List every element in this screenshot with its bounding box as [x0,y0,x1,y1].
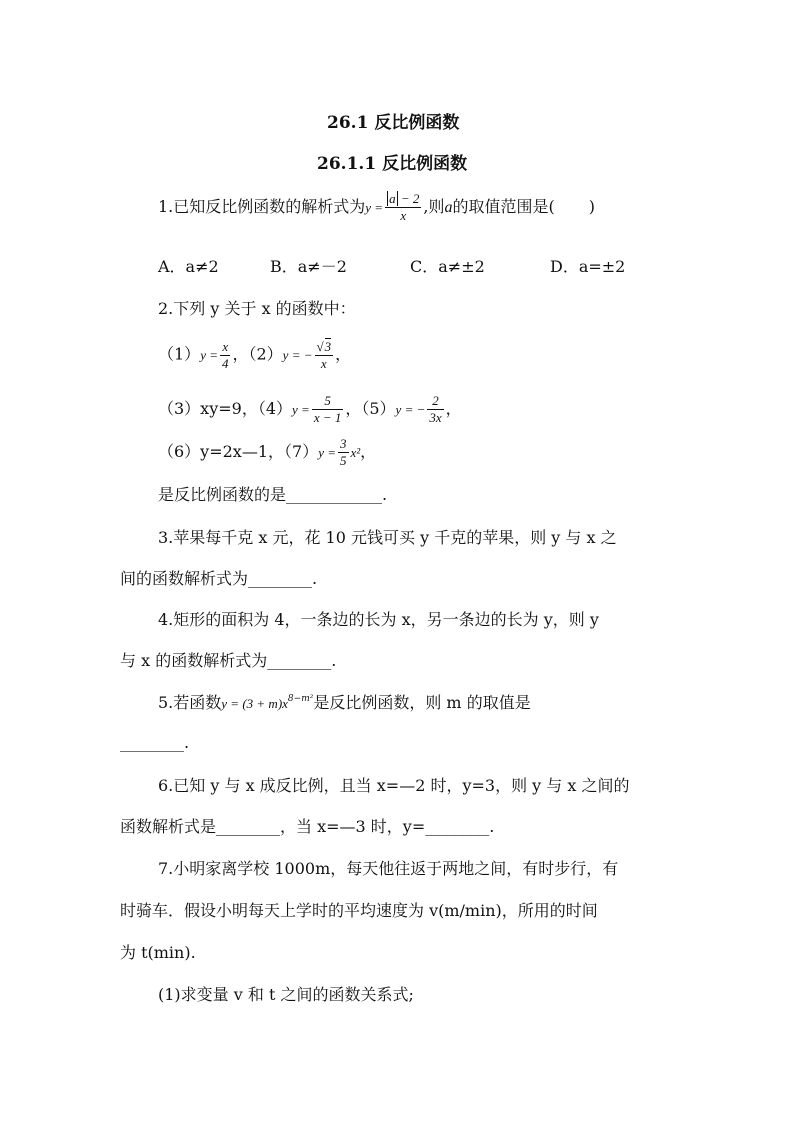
q5-prefix: 5.若函数 [158,693,222,712]
q2-item-4-den: x − 1 [313,410,342,425]
q2-row-2 [158,393,462,426]
q2-answer-line: 是反比例函数的是____________. [158,485,388,504]
q2-item-5-num: 2 [427,393,443,410]
q2-sep-3: ，（5） [345,399,396,418]
q2-item-1-num: x [220,339,231,356]
q2-item-4-fraction [312,393,344,426]
q2-sep-1: ，（2） [232,344,283,364]
q2-item-2-den: x [320,356,327,371]
q2-sep-5: ， [360,442,377,461]
q2-item-2-lhs: y = − [282,347,313,363]
q2-item-1-label: （1） [158,344,201,364]
q1-num-rest: − 2 [400,191,420,206]
q1-prefix: 1.已知反比例函数的解析式为 [158,197,366,216]
q2-item-1-den: 4 [221,355,229,371]
q2-item-5-den: 3x [429,410,442,425]
q1-option-d: D．a=±2 [550,257,626,276]
q1-option-a: A．a≠2 [158,257,219,276]
q2-item-7-rest: x² [350,445,361,460]
q2-sep-4: ， [445,399,462,418]
question-2-intro: 2.下列 y 关于 x 的函数中： [158,299,356,318]
q1-option-c: C．a≠±2 [410,257,485,276]
q4-line-2: 与 x 的函数解析式为________. [120,651,337,670]
q2-item-2-fraction: $\frac{√3}{x}$ [316,339,332,371]
q2-item-4-lhs: y = [292,402,310,417]
q2-item-5-fraction [427,393,443,426]
section-title: 26.1.1 反比例函数 [317,154,468,174]
q2-item-7-num: 3 [340,436,347,451]
q7-line-3: 为 t(min). [120,943,196,962]
q1-mid: ,则 [423,197,445,216]
q2-item-5-lhs: y = − [395,402,426,417]
question-1 [158,191,595,224]
q1-option-b: B．a≠－2 [270,257,347,276]
q1-var: a [444,199,453,216]
q2-item-7-den: 5 [340,453,347,468]
q5-line-1 [158,690,531,713]
q2-item-4-num: 5 [312,393,344,410]
q7-line-1: 7.小明家离学校 1000m，每天他往返于两地之间，有时步行，有 [158,859,619,878]
q7-sub-question-1: (1)求变量 v 和 t 之间的函数关系式; [158,985,414,1004]
q4-line-1: 4.矩形的面积为 4，一条边的长为 x，另一条边的长为 y，则 y [158,610,599,629]
q5-line-2: ________. [120,733,190,752]
q2-item-3: （3）xy=9，（4） [158,399,293,418]
q6-line-1: 6.已知 y 与 x 成反比例，且当 x=—2 时，y=3，则 y 与 x 之间的 [158,776,630,795]
q1-num-abs: a [389,191,396,206]
q1-den: x [400,208,407,223]
q2-row-3 [158,436,376,469]
q3-line-2: 间的函数解析式为________. [120,569,318,588]
q1-fraction [385,191,421,224]
q2-sep-2: ， [335,344,352,364]
q7-line-2: 时骑车．假设小明每天上学时的平均速度为 v(m/min)，所用的时间 [120,901,598,920]
page-title: 26.1 反比例函数 [327,113,460,133]
q5-formula: y = (3 + m)x [221,696,288,711]
q2-item-1-fraction [220,339,231,372]
q6-line-2: 函数解析式是________，当 x=—3 时，y=________. [120,817,495,836]
q2-item-1-lhs: y = [200,347,218,363]
q2-item-7-fraction [338,436,349,469]
q2-item-7-lhs: y = [318,445,336,460]
q2-row-1 [158,338,351,372]
q5-exponent: 8−m² [287,694,314,704]
q1-paren-close: ) [588,197,595,216]
q1-y-eq: y = [365,200,384,215]
q5-suffix: 是反比例函数，则 m 的取值是 [313,693,531,712]
q2-item-6: （6）y=2x—1，（7） [158,442,319,461]
q3-line-1: 3.苹果每千克 x 元，花 10 元钱可买 y 千克的苹果，则 y 与 x 之 [158,528,617,547]
q2-item-2-num: 3 [324,339,332,354]
q1-suffix: 的取值范围是( [452,197,555,216]
